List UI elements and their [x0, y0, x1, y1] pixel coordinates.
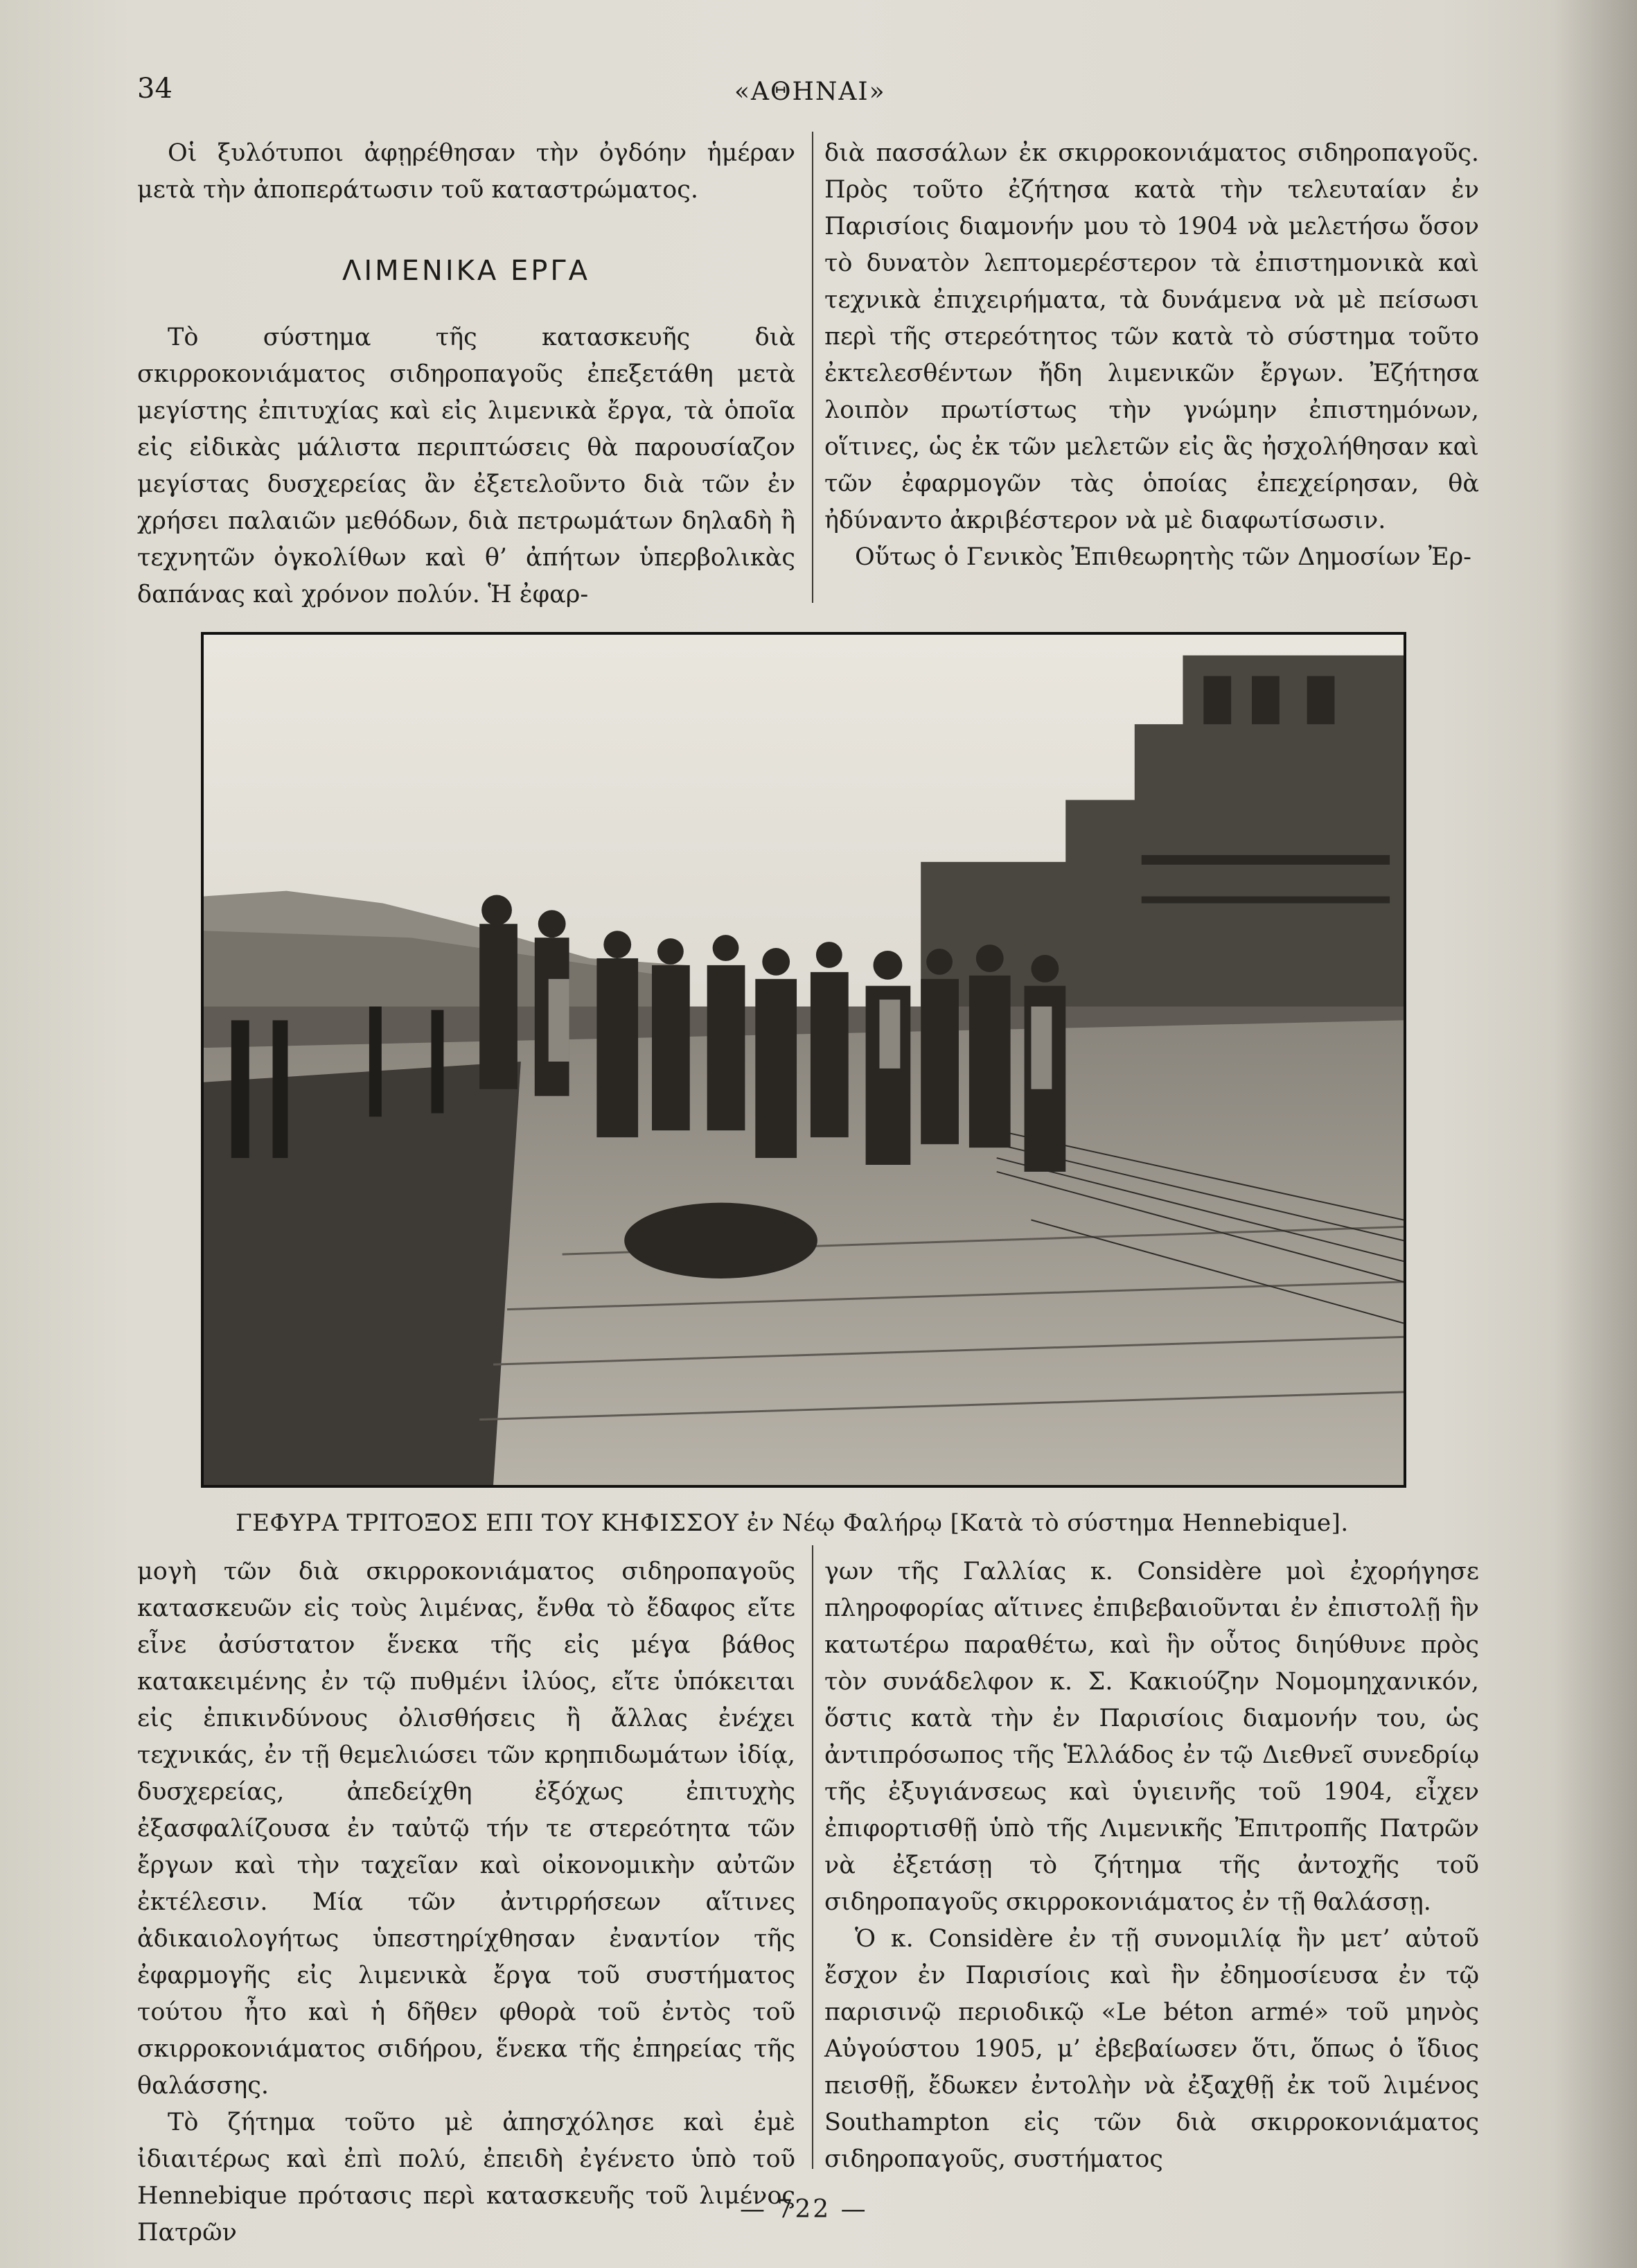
folio: 34	[137, 73, 172, 105]
paragraph: διὰ πασσάλων ἐκ σκιρροκονιάματος σιδηροπαγοῦς. Πρὸς τοῦτο ἐζήτησα κατὰ τὴν τελευταίαν ἐν Παρισίοις διαμονήν μου τὸ 1904 νὰ μελετήσω ὅσον τὸ δυνατὸν λεπτομερέστερον τὰ ἐπιστημονικὰ καὶ τεχνικὰ ἐπιχειρήματα, τὰ δυνάμενα νὰ μὲ πείσωσι περὶ τῆς στερεότητος τῶν κατὰ τὸ σύστημα τοῦτο ἐκτελεσθέντων ἤδη λιμενικῶν ἔργων. Ἐζήτησα λοιπὸν πρωτίστως τὴν γνώμην ἐπιστημόνων, οἵτινες, ὡς ἐκ τῶν μελετῶν εἰς ἃς ἠσχολήθησαν καὶ τῶν ἐφαρμογῶν τὰς ὁποίας ἐπεχείρησαν, θὰ ἠδύναντο ἀκριβέστερον νὰ μὲ διαφωτίσωσιν.	[824, 139, 1479, 534]
paragraph: Οἱ ξυλότυποι ἀφῃρέθησαν τὴν ὀγδόην ἡμέραν μετὰ τὴν ἀποπεράτωσιν τοῦ καταστρώματος.	[137, 139, 795, 204]
left-column-top	[137, 135, 795, 613]
right-column-bottom	[824, 1554, 1479, 2178]
photo-illustration	[204, 635, 1404, 1485]
left-column-bottom	[137, 1554, 795, 2251]
running-head: «ΑΘΗΝΑΙ»	[734, 78, 886, 106]
paragraph: μογὴ τῶν διὰ σκιρροκονιάματος σιδηροπαγοῦς κατασκευῶν εἰς τοὺς λιμένας, ἔνθα τὸ ἔδαφος εἴτε εἶνε ἀσύστατον ἕνεκα τῆς εἰς μέγα βάθος κατακειμένης ἐν τῷ πυθμένι ἰλύος, εἴτε ὑπόκειται εἰς ἐπικινδύνους ὀλισθήσεις ἢ ἄλλας ἐνέχει τεχνικάς, ἐν τῇ θεμελιώσει τῶν κρηπιδωμάτων ἰδίᾳ, δυσχερείας, ἀπεδείχθη ἐξόχως ἐπιτυχὴς ἐξασφαλίζουσα ἐν ταὐτῷ τήν τε στερεότητα τῶν ἔργων καὶ τὴν ταχεῖαν καὶ οἰκονομικὴν αὐτῶν ἐκτέλεσιν. Μία τῶν ἀντιρρήσεων αἵτινες ἀδικαιολογήτως ὑπεστηρίχθησαν ἐναντίον τῆς ἐφαρμογῆς εἰς λιμενικὰ ἔργα τοῦ συστήματος τούτου ἦτο καὶ ἡ δῆθεν φθορὰ τοῦ ἐντὸς τοῦ σκιρροκονιάματος σιδήρου, ἕνεκα τῆς ἐπηρείας τῆς θαλάσσης.	[137, 1558, 795, 2100]
column-rule-top	[812, 132, 813, 603]
figure-caption: ΓΕΦΥΡΑ ΤΡΙΤΟΞΟΣ ΕΠΙ ΤΟΥ ΚΗΦΙΣΣΟΥ ἐν Νέῳ Φαλήρῳ [Κατὰ τὸ σύστημα Hennebique].	[236, 1509, 1349, 1537]
paragraph: γων τῆς Γαλλίας κ. Considère μοὶ ἐχορήγησε πληροφορίας αἵτινες ἐπιβεβαιοῦνται ἐν ἐπιστολῇ ἣν κατωτέρω παραθέτω, καὶ ἣν οὗτος διηύθυνε πρὸς τὸν συνάδελφον κ. Σ. Κακιούζην Νομομηχανικόν, ὅστις κατὰ τὴν ἐν Παρισίοις διαμονήν του, ὡς ἀντιπρόσωπος τῆς Ἑλλάδος ἐν τῷ Διεθνεῖ συνεδρίῳ τῆς ἐξυγιάνσεως καὶ ὑγιεινῆς τοῦ 1904, εἶχεν ἐπιφορτισθῇ ὑπὸ τῆς Λιμενικῆς Ἐπιτροπῆς Πατρῶν νὰ ἐξετάσῃ τὸ ζήτημα τῆς ἀντοχῆς τοῦ σιδηροπαγοῦς σκιρροκονιάματος ἐν τῇ θαλάσσῃ.	[824, 1558, 1479, 1916]
bridge-construction-photo	[201, 632, 1406, 1488]
paragraph: Ὁ κ. Considère ἐν τῇ συνομιλίᾳ ἣν μετ’ αὐτοῦ ἔσχον ἐν Παρισίοις καὶ ἣν ἐδημοσίευσα ἐν τῷ παρισινῷ περιοδικῷ «Le béton armé» τοῦ μηνὸς Αὐγούστου 1905, μ’ ἐβεβαίωσεν ὅτι, ὅπως ὁ ἴδιος πεισθῇ, ἔδωκεν ἐντολὴν νὰ ἐξαχθῇ ἐκ τοῦ λιμένος Southampton εἰς τῶν διὰ σκιρροκονιάματος σιδηροπαγοῦς, συστήματος	[824, 1925, 1479, 2173]
gutter-shadow	[1554, 0, 1637, 2268]
right-column-top	[824, 135, 1479, 576]
page-number: — 722 —	[740, 2195, 868, 2224]
paragraph: Τὸ σύστημα τῆς κατασκευῆς διὰ σκιρροκονιάματος σιδηροπαγοῦς ἐπεξετάθη μετὰ μεγίστης ἐπιτυχίας καὶ εἰς λιμενικὰ ἔργα, τὰ ὁποῖα εἰς εἰδικὰς μάλιστα περιπτώσεις θὰ παρουσίαζον μεγίστας δυσχερείας ἂν ἐξετελοῦντο διὰ τῶν ἐν χρήσει παλαιῶν μεθόδων, διὰ πετρωμάτων δηλαδὴ ἢ τεχνητῶν ὀγκολίθων καὶ θ’ ἀπήτων ὑπερβολικὰς δαπάνας καὶ χρόνον πολύν. Ἡ ἐφαρ-	[137, 324, 795, 608]
column-rule-bottom	[812, 1545, 813, 2169]
paragraph: Οὕτως ὁ Γενικὸς Ἐπιθεωρητὴς τῶν Δημοσίων Ἐρ-	[855, 543, 1472, 571]
section-heading: ΛΙΜΕΝΙΚΑ ΕΡΓΑ	[342, 255, 590, 287]
paragraph: Τὸ ζήτημα τοῦτο μὲ ἀπησχόλησε καὶ ἐμὲ ἰδιαιτέρως καὶ ἐπὶ πολύ, ἐπειδὴ ἐγένετο ὑπὸ τοῦ Hennebique πρότασις περὶ κατασκευῆς τοῦ λιμένος Πατρῶν	[137, 2109, 795, 2247]
